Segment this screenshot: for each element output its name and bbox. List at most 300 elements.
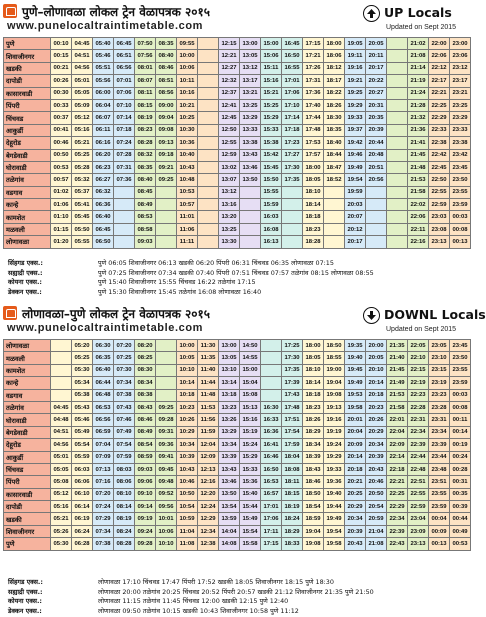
station-name: बेगडेवाडी (4, 149, 51, 161)
time-cell: 05:46 (93, 50, 114, 62)
time-cell: 05:41 (72, 199, 93, 211)
time-cell: 07:25 (114, 352, 135, 364)
express-row (8, 587, 468, 597)
time-cell: 17:01 (282, 75, 303, 87)
time-cell: 22:59 (429, 199, 450, 211)
time-cell: 22:50 (429, 174, 450, 186)
time-cell: 09:00 (156, 99, 177, 111)
time-cell: 17:06 (282, 87, 303, 99)
time-cell: 13:17 (240, 75, 261, 87)
time-cell: 17:44 (303, 112, 324, 124)
time-cell: 10:40 (177, 149, 198, 161)
table-row (4, 211, 471, 223)
section-title: पुणे–लोणावळा लोकल ट्रेन वेळापत्रक २०१५ (22, 5, 210, 19)
time-cell: 13:10 (219, 364, 240, 376)
time-cell: 06:56 (114, 62, 135, 74)
time-cell: 13:05 (240, 50, 261, 62)
time-cell: 09:45 (156, 463, 177, 475)
time-cell (51, 389, 72, 401)
time-cell: 08:58 (135, 223, 156, 235)
table-row (4, 174, 471, 186)
time-cell: 20:09 (345, 439, 366, 451)
time-cell: 08:53 (135, 211, 156, 223)
time-cell (282, 211, 303, 223)
time-cell: 23:50 (450, 174, 471, 186)
time-cell: 08:10 (114, 488, 135, 500)
time-cell: 05:54 (72, 439, 93, 451)
time-cell: 04:56 (72, 62, 93, 74)
time-cell: 20:22 (366, 75, 387, 87)
time-cell: 22:29 (429, 112, 450, 124)
time-cell: 00:57 (51, 174, 72, 186)
time-cell: 07:50 (135, 38, 156, 50)
time-cell: 13:00 (240, 38, 261, 50)
station-name: कासारवाडी (4, 87, 51, 99)
time-cell: 18:28 (303, 236, 324, 248)
express-row (8, 287, 468, 297)
time-cell: 08:49 (135, 426, 156, 438)
time-cell: 10:11 (177, 75, 198, 87)
time-cell: 08:46 (156, 62, 177, 74)
time-cell: 15:29 (261, 112, 282, 124)
time-cell: 05:20 (72, 340, 93, 352)
time-cell: 15:42 (261, 149, 282, 161)
time-cell: 10:43 (177, 463, 198, 475)
time-cell: 08:54 (135, 439, 156, 451)
time-cell: 07:36 (114, 174, 135, 186)
time-cell: 22:31 (408, 414, 429, 426)
up-locals-section (3, 3, 471, 249)
time-cell: 12:45 (219, 112, 240, 124)
time-cell: 18:43 (303, 463, 324, 475)
time-cell (198, 38, 219, 50)
time-cell: 06:24 (72, 525, 93, 537)
time-cell: 23:59 (450, 199, 471, 211)
express-name: डेक्कन एक्स.: (8, 606, 42, 615)
time-cell: 04:56 (51, 439, 72, 451)
time-cell: 16:08 (261, 223, 282, 235)
time-cell: 00:13 (450, 236, 471, 248)
time-cell: 15:24 (240, 439, 261, 451)
time-cell: 07:34 (93, 525, 114, 537)
time-cell: 15:04 (240, 377, 261, 389)
time-cell (387, 161, 408, 173)
section-header (3, 3, 471, 37)
time-cell (156, 340, 177, 352)
time-cell: 17:36 (303, 87, 324, 99)
time-cell: 09:06 (135, 476, 156, 488)
time-cell (198, 112, 219, 124)
time-cell: 22:17 (429, 75, 450, 87)
time-cell: 11:30 (198, 340, 219, 352)
express-stops: लोणावळा 09:50 तळेगांव 10:15 खडकी 10:43 शिवाजीनगर 10:58 पुणे 11:12 (98, 606, 299, 615)
time-cell: 13:12 (219, 186, 240, 198)
time-cell: 19:08 (303, 538, 324, 550)
time-cell: 08:32 (135, 149, 156, 161)
station-name: चिंचवड (4, 463, 51, 475)
express-row (8, 606, 468, 616)
time-cell: 05:43 (72, 401, 93, 413)
time-cell: 18:18 (303, 389, 324, 401)
time-cell: 15:16 (240, 414, 261, 426)
time-cell: 23:21 (450, 87, 471, 99)
time-cell: 17:27 (282, 149, 303, 161)
time-cell: 13:25 (219, 223, 240, 235)
time-cell: 07:06 (114, 87, 135, 99)
time-cell: 18:30 (324, 112, 345, 124)
time-cell: 23:08 (429, 223, 450, 235)
time-cell: 08:59 (135, 451, 156, 463)
time-cell: 17:14 (282, 112, 303, 124)
site-url[interactable]: www.punelocaltraintimetable.com (7, 322, 204, 334)
time-cell: 00:21 (51, 62, 72, 74)
time-cell: 10:10 (156, 538, 177, 550)
time-cell: 13:29 (219, 426, 240, 438)
time-cell: 22:38 (429, 137, 450, 149)
time-cell: 23:29 (450, 112, 471, 124)
time-cell: 05:16 (51, 501, 72, 513)
time-cell: 08:51 (156, 75, 177, 87)
time-cell: 10:59 (177, 513, 198, 525)
time-cell: 23:39 (429, 439, 450, 451)
express-list-up (8, 258, 468, 296)
time-cell: 16:53 (261, 476, 282, 488)
time-cell: 18:12 (324, 62, 345, 74)
time-cell: 15:55 (261, 186, 282, 198)
time-cell: 17:10 (282, 99, 303, 111)
time-cell: 10:36 (177, 137, 198, 149)
station-name: देहूरोड (4, 137, 51, 149)
time-cell: 22:10 (408, 352, 429, 364)
time-cell: 07:29 (93, 513, 114, 525)
time-cell: 08:40 (156, 50, 177, 62)
time-cell: 05:51 (93, 62, 114, 74)
time-cell: 21:41 (408, 137, 429, 149)
time-cell: 18:26 (324, 99, 345, 111)
time-cell: 05:28 (72, 161, 93, 173)
time-cell: 19:21 (345, 75, 366, 87)
time-cell: 22:28 (408, 401, 429, 413)
direction-label: UP Locals (384, 5, 452, 20)
time-cell: 18:00 (324, 38, 345, 50)
time-cell (114, 236, 135, 248)
time-cell: 22:15 (408, 364, 429, 376)
time-cell: 06:06 (72, 476, 93, 488)
time-cell: 12:59 (219, 149, 240, 161)
time-cell: 05:30 (72, 364, 93, 376)
time-cell: 17:30 (282, 161, 303, 173)
time-cell: 05:01 (51, 451, 72, 463)
time-cell: 18:10 (303, 364, 324, 376)
time-cell: 17:15 (261, 538, 282, 550)
time-cell: 20:25 (345, 488, 366, 500)
time-cell: 12:24 (198, 501, 219, 513)
express-stops: लोणावळा 11:15 तळेगांव 11:45 चिंचवड 12:00 खडकी 12:15 पुणे 12:40 (98, 597, 289, 605)
time-cell: 20:51 (366, 161, 387, 173)
time-cell: 19:33 (345, 112, 366, 124)
time-cell: 05:50 (72, 223, 93, 235)
time-cell: 20:46 (366, 476, 387, 488)
time-cell: 06:03 (72, 463, 93, 475)
time-cell: 20:59 (366, 513, 387, 525)
timetable (3, 339, 471, 551)
table-row (4, 463, 471, 475)
time-cell: 21:58 (387, 401, 408, 413)
time-cell: 23:23 (429, 389, 450, 401)
time-cell: 01:15 (51, 223, 72, 235)
time-cell (240, 199, 261, 211)
time-cell: 08:56 (156, 87, 177, 99)
table-row (4, 161, 471, 173)
time-cell: 09:28 (135, 538, 156, 550)
time-cell: 16:33 (261, 414, 282, 426)
time-cell: 19:19 (324, 426, 345, 438)
time-cell (387, 149, 408, 161)
time-cell: 20:14 (345, 451, 366, 463)
section-header (3, 305, 486, 339)
time-cell: 13:43 (219, 463, 240, 475)
time-cell: 05:56 (93, 75, 114, 87)
time-cell: 15:54 (240, 525, 261, 537)
time-cell (198, 161, 219, 173)
time-cell (114, 199, 135, 211)
time-cell: 14:08 (219, 538, 240, 550)
time-cell (51, 340, 72, 352)
time-cell (198, 211, 219, 223)
express-name: सिंहगड एक्स.: (8, 259, 43, 267)
time-cell: 20:26 (366, 414, 387, 426)
time-cell: 13:14 (219, 377, 240, 389)
time-cell (156, 389, 177, 401)
time-cell: 23:09 (408, 525, 429, 537)
table-row (4, 364, 471, 376)
time-cell: 06:11 (93, 124, 114, 136)
time-cell: 08:23 (135, 124, 156, 136)
time-cell: 15:40 (240, 488, 261, 500)
time-cell: 00:11 (450, 414, 471, 426)
time-cell: 06:23 (93, 161, 114, 173)
table-row (4, 426, 471, 438)
time-cell: 21:53 (387, 389, 408, 401)
time-cell: 20:14 (366, 377, 387, 389)
time-cell: 08:43 (135, 401, 156, 413)
time-cell: 13:21 (240, 87, 261, 99)
time-cell: 00:14 (450, 426, 471, 438)
time-cell: 15:36 (240, 476, 261, 488)
time-cell: 20:56 (366, 174, 387, 186)
station-name: लोणावळा (4, 236, 51, 248)
time-cell: 06:07 (93, 112, 114, 124)
time-cell: 20:00 (366, 340, 387, 352)
time-cell: 13:05 (219, 352, 240, 364)
time-cell: 19:49 (324, 513, 345, 525)
time-cell: 07:30 (114, 364, 135, 376)
time-cell (324, 186, 345, 198)
time-cell: 15:44 (240, 501, 261, 513)
time-cell: 23:12 (450, 62, 471, 74)
time-cell: 09:52 (156, 488, 177, 500)
time-cell: 22:18 (387, 463, 408, 475)
time-cell: 05:49 (72, 426, 93, 438)
time-cell: 23:00 (450, 38, 471, 50)
time-cell: 01:06 (51, 199, 72, 211)
time-cell: 10:00 (177, 340, 198, 352)
time-cell: 18:22 (324, 87, 345, 99)
time-cell: 22:19 (408, 377, 429, 389)
time-cell (324, 223, 345, 235)
time-cell (198, 174, 219, 186)
section-title: लोणावळा–पुणे लोकल ट्रेन वेळापत्रक २०१५ (22, 307, 210, 321)
time-cell: 10:06 (156, 525, 177, 537)
time-cell: 19:04 (303, 525, 324, 537)
time-cell: 21:48 (408, 161, 429, 173)
time-cell: 13:38 (240, 137, 261, 149)
time-cell: 14:50 (240, 340, 261, 352)
time-cell: 19:16 (324, 414, 345, 426)
time-cell: 21:08 (408, 50, 429, 62)
time-cell: 22:48 (408, 463, 429, 475)
time-cell: 23:59 (450, 377, 471, 389)
time-cell (387, 236, 408, 248)
time-cell: 15:45 (261, 161, 282, 173)
time-cell: 09:55 (177, 38, 198, 50)
time-cell: 15:58 (240, 538, 261, 550)
time-cell: 17:31 (303, 75, 324, 87)
time-cell: 07:24 (114, 137, 135, 149)
time-cell: 21:45 (408, 149, 429, 161)
time-cell: 20:17 (345, 236, 366, 248)
time-cell: 17:59 (282, 439, 303, 451)
time-cell: 05:40 (93, 38, 114, 50)
table-row (4, 99, 471, 111)
time-cell: 23:55 (429, 488, 450, 500)
time-cell: 20:48 (366, 149, 387, 161)
time-cell (156, 377, 177, 389)
time-cell: 18:00 (303, 340, 324, 352)
time-cell: 09:56 (156, 501, 177, 513)
time-cell: 08:34 (135, 377, 156, 389)
time-cell: 09:10 (135, 488, 156, 500)
time-cell (366, 236, 387, 248)
time-cell: 13:30 (219, 236, 240, 248)
time-cell (156, 364, 177, 376)
time-cell (156, 352, 177, 364)
time-cell: 22:01 (387, 414, 408, 426)
time-cell: 04:48 (51, 414, 72, 426)
time-cell: 00:24 (450, 451, 471, 463)
time-cell (387, 38, 408, 50)
time-cell: 23:13 (408, 538, 429, 550)
time-cell: 23:38 (450, 137, 471, 149)
time-cell: 19:40 (345, 352, 366, 364)
time-cell: 10:06 (177, 62, 198, 74)
time-cell: 18:11 (282, 476, 303, 488)
time-cell: 19:00 (324, 364, 345, 376)
time-cell: 06:51 (114, 50, 135, 62)
time-cell: 09:41 (156, 451, 177, 463)
time-cell: 01:10 (51, 211, 72, 223)
time-cell: 19:54 (345, 174, 366, 186)
time-cell: 00:03 (450, 389, 471, 401)
time-cell: 00:53 (51, 161, 72, 173)
time-cell (198, 124, 219, 136)
time-cell: 04:45 (72, 38, 93, 50)
time-cell: 17:18 (282, 124, 303, 136)
time-cell: 05:16 (72, 124, 93, 136)
time-cell (114, 186, 135, 198)
time-cell: 04:51 (72, 50, 93, 62)
time-cell: 07:10 (114, 99, 135, 111)
station-name: आकुर्डी (4, 124, 51, 136)
time-cell: 20:18 (345, 463, 366, 475)
time-cell: 21:14 (408, 62, 429, 74)
timetable (3, 37, 471, 249)
time-cell: 18:00 (303, 161, 324, 173)
site-url[interactable]: www.punelocaltraintimetable.com (7, 20, 204, 32)
time-cell: 08:45 (135, 186, 156, 198)
time-cell: 09:31 (156, 426, 177, 438)
time-cell: 09:24 (135, 525, 156, 537)
time-cell: 11:40 (198, 364, 219, 376)
time-cell: 16:46 (261, 451, 282, 463)
express-stops: पुणे 07:25 शिवाजीनगर 07:34 खडकी 07:40 पिंपरी 07:51 चिंचवड 07:57 तळेगांव 08:15 लोणावळा 08:55 (98, 268, 374, 277)
time-cell: 17:23 (282, 137, 303, 149)
time-cell (387, 99, 408, 111)
time-cell (240, 211, 261, 223)
table-row (4, 50, 471, 62)
station-name: पुणे (4, 538, 51, 550)
time-cell: 19:11 (345, 50, 366, 62)
time-cell (198, 99, 219, 111)
time-cell: 05:30 (51, 538, 72, 550)
time-cell: 12:16 (198, 476, 219, 488)
time-cell: 19:36 (324, 476, 345, 488)
time-cell: 15:13 (240, 401, 261, 413)
express-stops: पुणे 15:30 शिवाजीनगर 15:45 तळेगांव 16:08 लोणावळा 16:40 (98, 287, 262, 296)
time-cell: 18:29 (303, 426, 324, 438)
time-cell: 23:19 (429, 377, 450, 389)
time-cell: 15:08 (240, 389, 261, 401)
time-cell (387, 199, 408, 211)
time-cell: 13:33 (240, 124, 261, 136)
time-cell: 17:53 (303, 137, 324, 149)
time-cell: 18:29 (282, 525, 303, 537)
time-cell: 23:50 (450, 352, 471, 364)
time-cell: 10:53 (177, 186, 198, 198)
time-cell (261, 389, 282, 401)
time-cell: 13:46 (240, 161, 261, 173)
time-cell: 22:34 (387, 513, 408, 525)
table-row (4, 352, 471, 364)
table-row (4, 236, 471, 248)
time-cell: 10:29 (177, 426, 198, 438)
time-cell: 22:59 (408, 501, 429, 513)
time-cell: 18:17 (324, 75, 345, 87)
time-cell: 13:54 (219, 501, 240, 513)
time-cell: 20:05 (366, 38, 387, 50)
time-cell (282, 236, 303, 248)
time-cell: 17:48 (303, 124, 324, 136)
time-cell: 12:38 (198, 538, 219, 550)
time-cell: 16:30 (261, 401, 282, 413)
time-cell: 07:01 (114, 75, 135, 87)
time-cell: 00:03 (450, 211, 471, 223)
express-stops: लोणावळा 17:10 चिंचवड 17:47 पिंपरी 17:52 खडकी 18:05 शिवाजीनगर 18:15 पुणे 18:30 (98, 578, 334, 586)
time-cell: 11:44 (198, 377, 219, 389)
table-row (4, 389, 471, 401)
time-cell: 07:14 (114, 112, 135, 124)
time-cell: 07:28 (114, 149, 135, 161)
